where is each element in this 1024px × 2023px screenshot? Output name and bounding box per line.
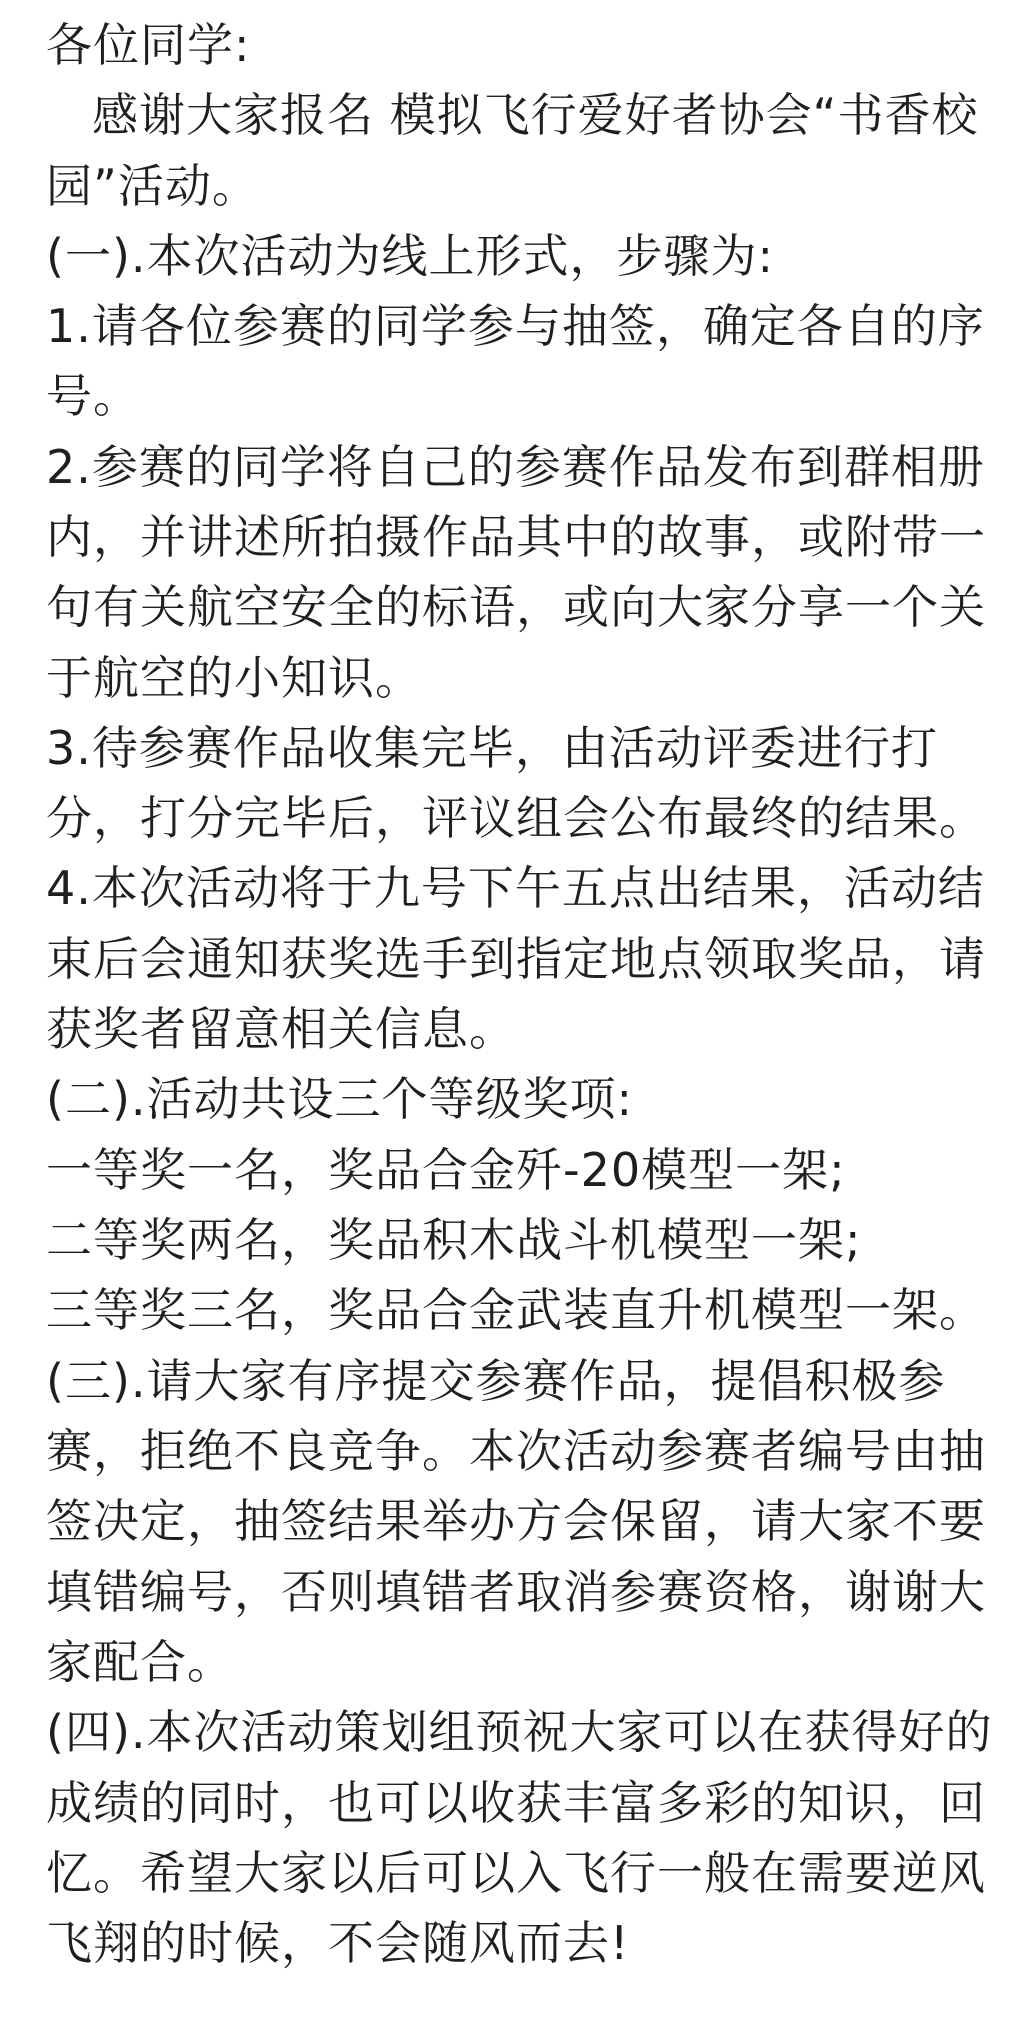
step-4-line-2: 束后会通知获奖选手到指定地点领取奖品，请	[46, 932, 986, 986]
step-2-line-2: 内，并讲述所拍摄作品其中的故事，或附带一	[46, 510, 986, 564]
section-4-line-3: 忆。希望大家以后可以入飞行一般在需要逆风	[46, 1846, 986, 1900]
first-prize-line: 一等奖一名，奖品合金歼-20模型一架;	[46, 1143, 846, 1197]
section-3-line-2: 赛，拒绝不良竞争。本次活动参赛者编号由抽	[46, 1424, 986, 1478]
section-4-line-1: (四).本次活动策划组预祝大家可以在获得好的	[46, 1705, 993, 1759]
third-prize-line: 三等奖三名，奖品合金武装直升机模型一架。	[46, 1283, 986, 1337]
intro-line-2: 园”活动。	[46, 159, 259, 213]
second-prize-line: 二等奖两名，奖品积木战斗机模型一架;	[46, 1213, 862, 1267]
section-4-line-2: 成绩的同时，也可以收获丰富多彩的知识，回	[46, 1776, 986, 1830]
intro-line-1: 感谢大家报名 模拟飞行爱好者协会“书香校	[92, 88, 979, 142]
section-1-heading: (一).本次活动为线上形式，步骤为:	[46, 229, 775, 283]
section-2-heading: (二).活动共设三个等级奖项:	[46, 1072, 634, 1126]
step-4-line-1: 4.本次活动将于九号下午五点出结果，活动结	[46, 861, 985, 915]
section-3-line-3: 签决定，抽签结果举办方会保留，请大家不要	[46, 1494, 986, 1548]
step-1-line-2: 号。	[46, 369, 140, 423]
step-1-line-1: 1.请各位参赛的同学参与抽签，确定各自的序	[46, 299, 985, 353]
step-2-line-4: 于航空的小知识。	[46, 651, 422, 705]
step-4-line-3: 获奖者留意相关信息。	[46, 1002, 516, 1056]
section-3-line-1: (三).请大家有序提交参赛作品，提倡积极参	[46, 1354, 946, 1408]
section-4-line-4: 飞翔的时候，不会随风而去!	[46, 1916, 630, 1970]
step-2-line-3: 句有关航空安全的标语，或向大家分享一个关	[46, 580, 986, 634]
section-3-line-4: 填错编号，否则填错者取消参赛资格，谢谢大	[46, 1565, 986, 1619]
section-3-line-5: 家配合。	[46, 1635, 234, 1689]
greeting-line: 各位同学:	[46, 18, 251, 72]
step-3-line-1: 3.待参赛作品收集完毕，由活动评委进行打	[46, 721, 938, 775]
step-2-line-1: 2.参赛的同学将自己的参赛作品发布到群相册	[46, 440, 985, 494]
step-3-line-2: 分，打分完毕后，评议组会公布最终的结果。	[46, 791, 986, 845]
